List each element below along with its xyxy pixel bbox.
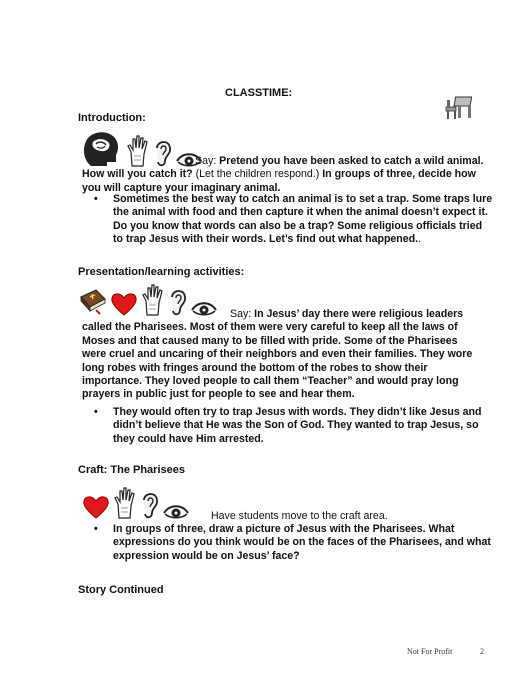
- presentation-text: In Jesus’ day there were religious leaders called the Pharisees. Most of them were very careful to keep all the laws of Moses and that caused many to be filled with pride. Some of the Pharisees were cruel and uncaring of their neighbors and even their families. They wore long robes with fringes around the bottom of the robes to show their importance. They loved people to call them “Teacher” and would pray long prayers in public just for people to see and hear them.: [82, 308, 473, 401]
- introduction-paragraph: [82, 155, 484, 195]
- presentation-paragraph: [82, 308, 484, 402]
- craft-instruction: Have students move to the craft area.: [211, 510, 388, 522]
- page-number: 2: [480, 647, 484, 656]
- introduction-bullet-1-end: .: [418, 233, 422, 246]
- introduction-text-2: (Let the children respond.): [192, 168, 323, 181]
- say-label: Say:: [195, 155, 220, 167]
- list-item: [82, 193, 495, 247]
- list-item: • They would often try to trap Jesus with words. They didn’t like Jesus and didn’t believe that He was the Son of God. They wanted to trap Jesus, so they could have Him arrested.: [82, 406, 495, 446]
- presentation-heading: Presentation/learning activities:: [78, 266, 245, 278]
- introduction-heading: Introduction:: [78, 112, 146, 124]
- craft-bullet-list: [82, 523, 495, 563]
- heart-icon: [82, 494, 110, 520]
- list-item: • In groups of three, draw a picture of Jesus with the Pharisees. What expressions do you think would be on the faces of the Pharisees, and what expression would be on Jesus’ face?: [82, 523, 495, 563]
- introduction-text-3: In groups of three, decide how you will capture your imaginary animal.: [82, 168, 476, 194]
- school-desk-icon: [444, 95, 476, 126]
- introduction-text-1: Pretend you have been asked to catch a wild animal. How will you catch it?: [82, 155, 484, 181]
- page-title: CLASSTIME:: [225, 87, 293, 99]
- craft-heading: Craft: The Pharisees: [78, 464, 185, 476]
- introduction-bullet-1-text: Sometimes the best way to catch an animal is to set a trap. Some traps lure the animal with food and then capture it when the animal doesn’t expect it. Do you know that words can also be a trap? Some religious officials tried to trap Jesus with their words. Let’s find out what happened.: [113, 193, 493, 246]
- footer-text: Not For Profit: [407, 647, 453, 656]
- eye-icon: [162, 502, 190, 520]
- introduction-bullet-list: [82, 193, 495, 247]
- presentation-bullet-list: [82, 406, 495, 446]
- say-label: Say:: [230, 308, 255, 320]
- craft-icon-row: [82, 486, 190, 520]
- ear-icon: [140, 490, 160, 520]
- hand-icon: [112, 486, 138, 520]
- story-continued-heading: Story Continued: [78, 584, 164, 596]
